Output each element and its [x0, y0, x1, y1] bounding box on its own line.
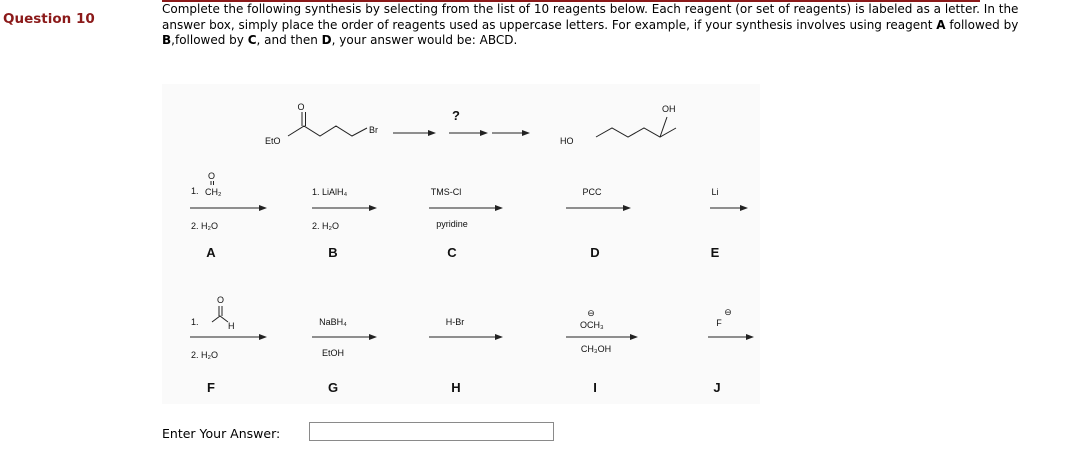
- reagent-i-charge: ⊖: [587, 308, 595, 318]
- reagent-i-letter: I: [593, 380, 597, 395]
- answer-label: Enter Your Answer:: [162, 426, 281, 441]
- reagent-f-aldehyde-o: O: [217, 295, 225, 305]
- reagent-d-letter: D: [590, 245, 600, 260]
- reagent-j-line1: F: [716, 318, 722, 328]
- reaction-scheme-svg: [162, 84, 760, 404]
- reagent-g-line1: NaBH₄: [319, 317, 347, 327]
- reagent-j-charge: ⊖: [724, 307, 732, 317]
- reagent-a-step2: 2. H₂O: [191, 221, 218, 231]
- question-number: Question 10: [3, 11, 95, 27]
- reagent-g-line2: EtOH: [321, 348, 345, 358]
- product-ho-label: HO: [560, 136, 574, 146]
- reaction-scheme-image: [162, 84, 760, 404]
- unknown-step-label: ?: [452, 108, 460, 123]
- reagent-b-step1: 1. LiAlH₄: [312, 187, 348, 197]
- question-prompt: Complete the following synthesis by selecting from the list of 10 reagents below. Each reagent (or set of reagents) is labeled as a letter. In the answer box, simply place the order of reagents used as uppercase letters. For example, if your synthesis involves using reagent A followed by B,followed by C, and then D, your answer would be: ABCD.: [162, 2, 1019, 47]
- reagent-f-aldehyde-h: H: [228, 321, 235, 331]
- start-chain-bonds: [288, 126, 367, 136]
- aldehyde-bonds: [212, 316, 228, 322]
- reagent-e-line1: Li: [711, 187, 719, 197]
- start-br-label: Br: [369, 125, 378, 135]
- reagent-f-step1-number: 1.: [191, 317, 199, 327]
- answer-input[interactable]: [309, 422, 554, 441]
- reagent-b-step2: 2. H₂O: [312, 221, 339, 231]
- reagent-e-letter: E: [710, 245, 720, 260]
- reagent-b-letter: B: [328, 245, 338, 260]
- reagent-c-line1: TMS-Cl: [430, 187, 462, 197]
- start-eto-label: EtO: [265, 136, 281, 146]
- reagent-f-step2: 2. H₂O: [191, 350, 218, 360]
- reagent-j-letter: J: [713, 380, 721, 395]
- reagent-h-letter: H: [451, 380, 461, 395]
- reagent-c-letter: C: [447, 245, 457, 260]
- reagent-c-line2: pyridine: [436, 219, 468, 229]
- reagent-a-letter: A: [206, 245, 216, 260]
- reagent-a-ketene-o: O: [208, 171, 216, 181]
- product-oh-label: OH: [662, 104, 676, 114]
- reagent-a-step1-number: 1.: [191, 186, 199, 196]
- start-carbonyl-o-label: O: [297, 102, 305, 112]
- reagent-i-line2: CH₃OH: [580, 344, 612, 354]
- reagent-f-letter: F: [207, 380, 215, 395]
- reagent-g-letter: G: [327, 380, 339, 395]
- reagent-d-line1: PCC: [582, 187, 602, 197]
- reagent-h-line1: H-Br: [445, 317, 465, 327]
- reagent-a-ketene-ch2: CH₂: [205, 187, 222, 197]
- reagent-i-line1: OCH₃: [580, 320, 604, 330]
- product-chain-bonds: [596, 128, 676, 137]
